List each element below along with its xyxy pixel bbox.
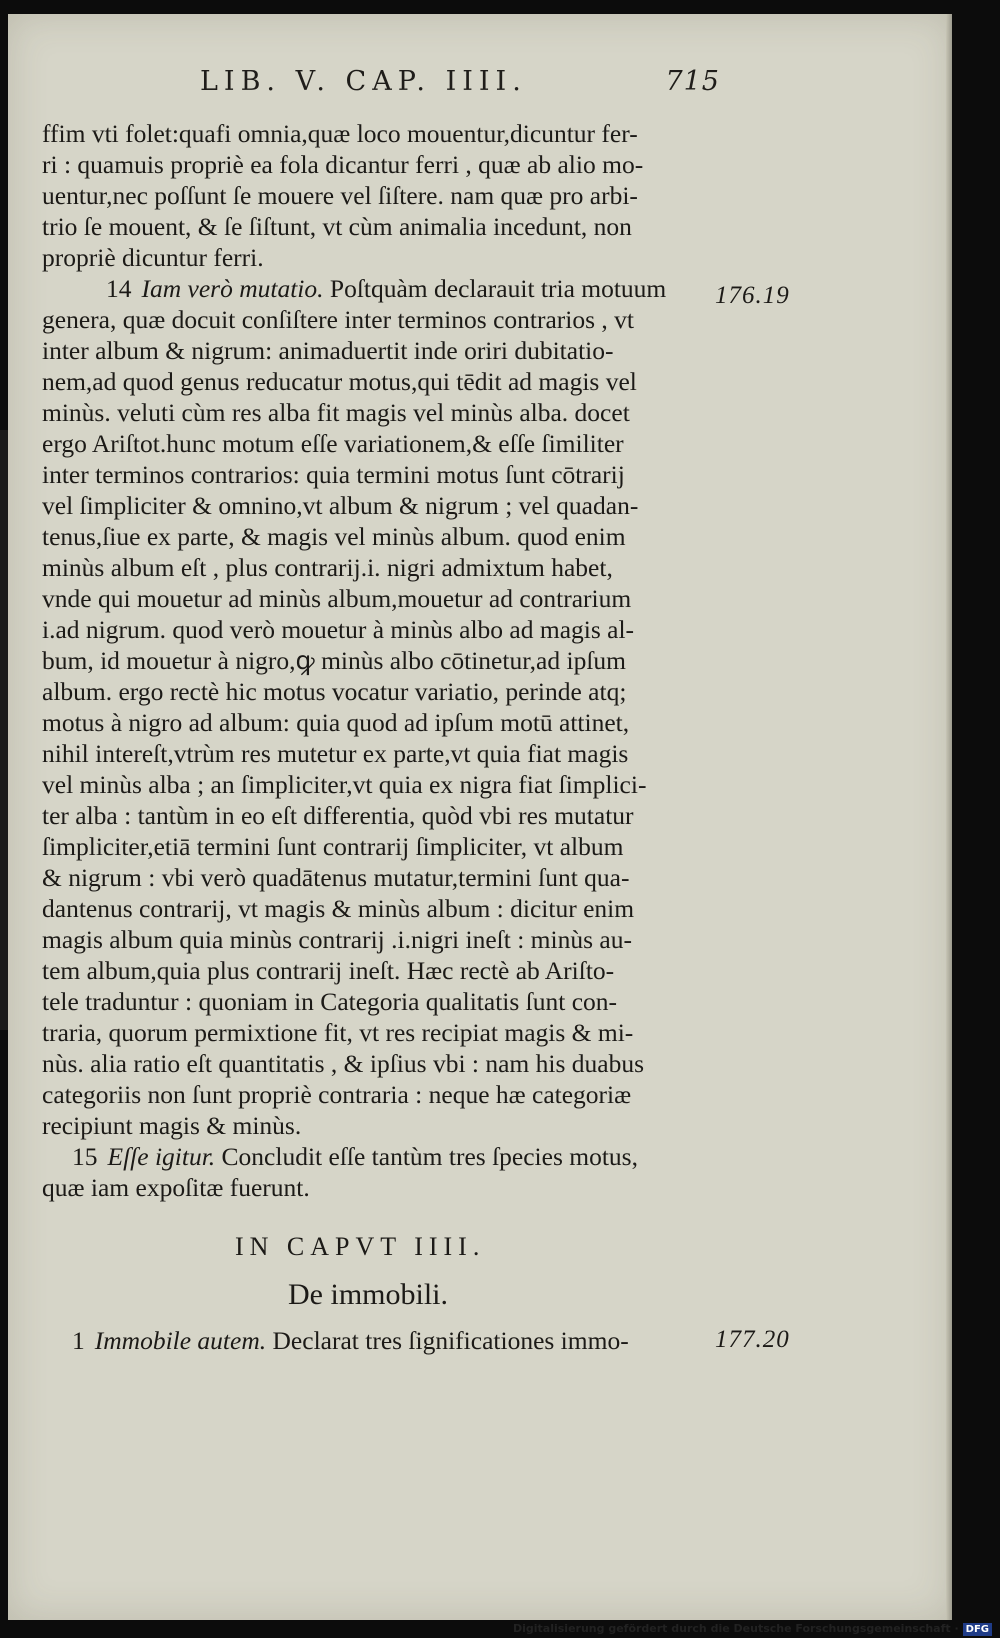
- dfg-logo: DFG: [963, 1623, 992, 1636]
- text-line: traria, quorum permixtione fit, vt res recipiat magis & mi-: [42, 1018, 634, 1047]
- text-line: categoriis non ſunt propriè contraria : neque hæ categoriæ: [42, 1080, 632, 1109]
- text-line: Concludit eſſe tantùm tres ſpecies motus,: [221, 1142, 638, 1171]
- text-line: ſimpliciter,etiā termini ſunt contrarij ſimpliciter, vt album: [42, 832, 624, 861]
- text-line: ri : quamuis propriè ea fola dicantur ferri , quæ ab alio mo-: [42, 150, 644, 179]
- text-line: dantenus contrarij, vt magis & minùs album : dicitur enim: [42, 894, 635, 923]
- text-line: ergo Ariſtot.hunc motum eſſe variationem,& eſſe ſimiliter: [42, 429, 624, 458]
- paragraph-start: [42, 273, 722, 304]
- text-line: vel ſimpliciter & omnino,vt album & nigrum ; vel quadan-: [42, 491, 639, 520]
- text-line: & nigrum : vbi verò quadātenus mutatur,termini ſunt qua-: [42, 863, 630, 892]
- text-line: uentur,nec poſſunt ſe mouere vel ſiſtere. nam quæ pro arbi-: [42, 181, 638, 210]
- text-line: recipiunt magis & minùs.: [42, 1111, 302, 1140]
- paragraph-number: 1: [72, 1326, 85, 1355]
- text-line: minùs. veluti cùm res alba fit magis vel minùs alba. docet: [42, 398, 630, 427]
- lemma: Immobile autem.: [94, 1326, 267, 1355]
- digitization-footer: [513, 1622, 992, 1638]
- lemma: Iam verò mutatio.: [141, 274, 324, 303]
- text-line: tele traduntur : quoniam in Categoria qualitatis ſunt con-: [42, 987, 618, 1016]
- text-line: Declarat tres ſignificationes immo-: [272, 1326, 629, 1355]
- text-line: tem album,quia plus contrarij ineſt. Hæc rectè ab Ariſto-: [42, 956, 615, 985]
- margin-reference: 177.20: [715, 1326, 790, 1353]
- paragraph-start: [72, 1326, 629, 1356]
- text-line: nem,ad quod genus reducatur motus,qui tēdit ad magis vel: [42, 367, 637, 396]
- text-line: motus à nigro ad album: quia quod ad ipſum motū attinet,: [42, 708, 630, 737]
- text-line: vnde qui mouetur ad minùs album,mouetur ad contrarium: [42, 584, 632, 613]
- text-line: quæ iam expoſitæ fuerunt.: [42, 1173, 310, 1202]
- running-title: LIB. V. CAP. IIII.: [200, 66, 527, 97]
- text-line: vel minùs alba ; an ſimpliciter,vt quia ex nigra fiat ſimplici-: [42, 770, 647, 799]
- text-line: bum, id mouetur à nigro,ꝙ minùs albo cōtinetur,ad ipſum: [42, 646, 626, 675]
- text-line: tenus,ſiue ex parte, & magis vel minùs album. quod enim: [42, 522, 626, 551]
- page-edge: [946, 14, 952, 1620]
- paragraph-start: [42, 1141, 722, 1172]
- chapter-subtitle: De immobili.: [288, 1278, 448, 1311]
- text-line: magis album quia minùs contrarij .i.nigri ineſt : minùs au-: [42, 925, 632, 954]
- text-line: ter alba : tantùm in eo eſt differentia, quòd vbi res mutatur: [42, 801, 634, 830]
- binding-edge: [0, 430, 8, 1030]
- text-line: Poſtquàm declarauit tria motuum: [329, 274, 667, 303]
- main-text: [42, 118, 722, 1203]
- text-line: nùs. alia ratio eſt quantitatis , & ipſius vbi : nam his duabus: [42, 1049, 645, 1078]
- text-line: propriè dicuntur ferri.: [42, 243, 264, 272]
- text-line: trio ſe mouent, & ſe ſiſtunt, vt cùm animalia incedunt, non: [42, 212, 632, 241]
- margin-reference: 176.19: [715, 282, 790, 309]
- lemma: Eſſe igitur.: [107, 1142, 216, 1171]
- text-line: album. ergo rectè hic motus vocatur variatio, perinde atq;: [42, 677, 627, 706]
- page-number: 715: [665, 66, 720, 97]
- text-line: ffim vti folet:quafi omnia,quæ loco mouentur,dicuntur fer-: [42, 119, 638, 148]
- text-line: minùs album eſt , plus contrarij.i. nigri admixtum habet,: [42, 553, 613, 582]
- text-line: i.ad nigrum. quod verò mouetur à minùs albo ad magis al-: [42, 615, 635, 644]
- chapter-heading: IN CAPVT IIII.: [235, 1232, 486, 1261]
- running-head: [200, 66, 720, 106]
- text-line: inter album & nigrum: animaduertit inde oriri dubitatio-: [42, 336, 614, 365]
- text-line: genera, quæ docuit conſiſtere inter terminos contrarios , vt: [42, 305, 634, 334]
- text-line: inter terminos contrarios: quia termini motus ſunt cōtrarij: [42, 460, 625, 489]
- paragraph-number: 14: [106, 274, 132, 303]
- text-line: nihil intereſt,vtrùm res mutetur ex parte,vt quia fiat magis: [42, 739, 629, 768]
- paragraph-number: 15: [72, 1142, 98, 1171]
- footer-text: Digitalisierung gefördert durch die Deutsche Forschungsgemeinschaft ·: [512, 1622, 959, 1635]
